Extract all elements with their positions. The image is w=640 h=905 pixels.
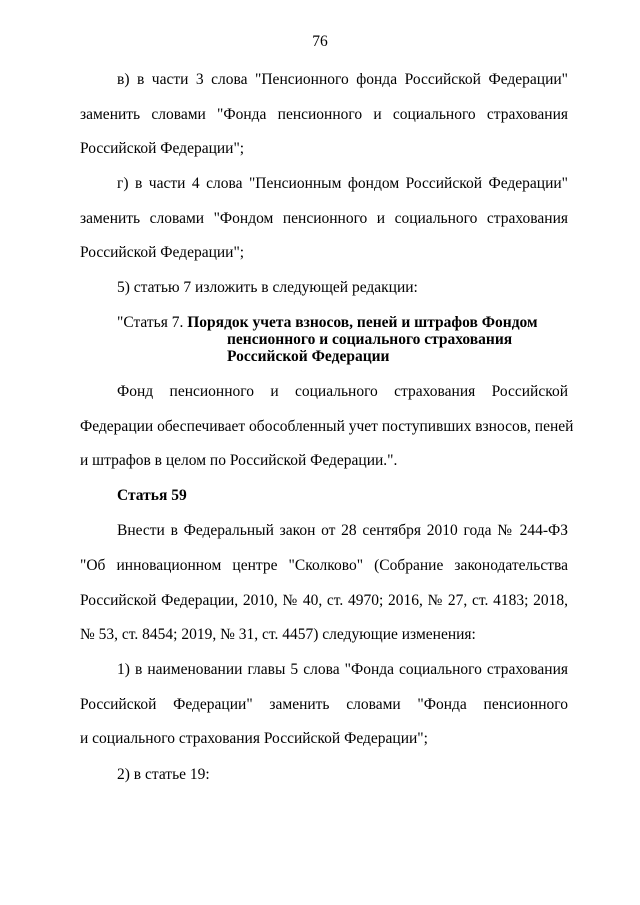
paragraph-line: Российской Федерации" заменить словами "Фонда пенсионного <box>80 696 568 713</box>
paragraph-line: 1) в наименовании главы 5 слова "Фонда социального страхования <box>117 661 568 678</box>
paragraph-line: г) в части 4 слова "Пенсионным фондом Российской Федерации" <box>117 175 568 192</box>
paragraph-line: Федерации обеспечивает обособленный учет поступивших взносов, пеней <box>80 418 574 435</box>
paragraph-line: 5) статью 7 изложить в следующей редакции: <box>117 279 418 296</box>
article-7-heading-title: Порядок учета взносов, пеней и штрафов Фондом <box>187 314 538 331</box>
paragraph-line: заменить словами "Фондом пенсионного и социального страхования <box>80 210 568 227</box>
paragraph-line: заменить словами "Фонда пенсионного и социального страхования <box>80 106 568 123</box>
article-7-heading-title-cont: Российской Федерации <box>227 348 390 365</box>
article-7-heading-line-1 <box>117 314 568 332</box>
page-number: 76 <box>312 33 328 50</box>
paragraph-line: 2) в статье 19: <box>117 766 210 783</box>
paragraph-line: и социального страхования Российской Федерации"; <box>80 730 428 747</box>
paragraph-line: № 53, ст. 8454; 2019, № 31, ст. 4457) следующие изменения: <box>80 626 476 643</box>
paragraph-line: Российской Федерации"; <box>80 140 245 157</box>
paragraph-line: Фонд пенсионного и социального страхования Российской <box>117 383 568 400</box>
paragraph-line: "Об инновационном центре "Сколково" (Собрание законодательства <box>80 557 568 574</box>
paragraph-line: Российской Федерации"; <box>80 244 245 261</box>
article-7-heading-prefix: "Статья 7. <box>117 314 184 331</box>
paragraph-line: Российской Федерации, 2010, № 40, ст. 4970; 2016, № 27, ст. 4183; 2018, <box>80 592 568 609</box>
article-59-heading: Статья 59 <box>117 487 187 504</box>
paragraph-line: в) в части 3 слова "Пенсионного фонда Российской Федерации" <box>117 71 568 88</box>
article-7-heading-title-cont: пенсионного и социального страхования <box>227 331 513 348</box>
paragraph-line: и штрафов в целом по Российской Федерации.". <box>80 452 398 469</box>
paragraph-line: Внести в Федеральный закон от 28 сентября 2010 года № 244-ФЗ <box>117 522 568 539</box>
